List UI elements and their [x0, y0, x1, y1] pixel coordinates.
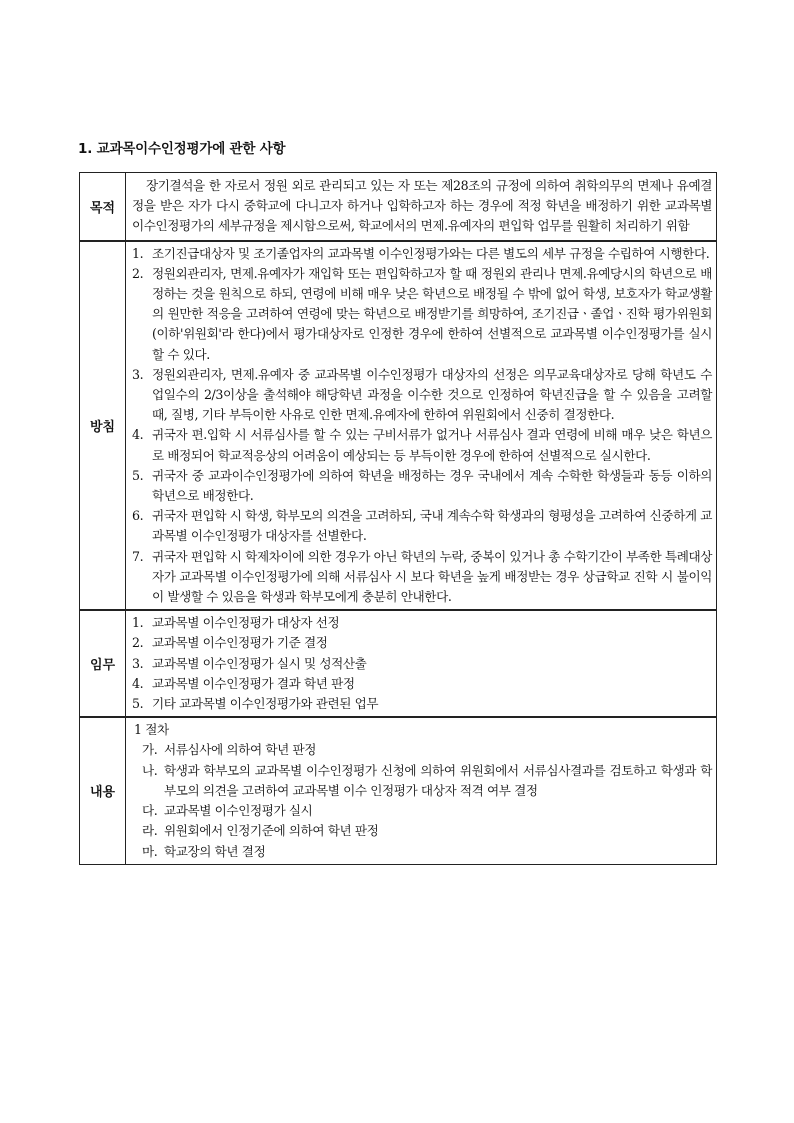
item-number: 7. [132, 548, 144, 564]
step-mark: 나. [142, 762, 158, 778]
item-text: 귀국자 편입학 시 학생, 학부모의 의견을 고려하되, 국내 계속수학 학생과의 형평성을 고려하여 신중하게 교과목별 이수인정평가 대상자를 선별한다. [152, 508, 712, 544]
regulation-table [79, 172, 717, 865]
purpose-content [126, 173, 717, 241]
list-item [132, 264, 712, 365]
list-item [132, 506, 712, 546]
list-item [132, 547, 712, 608]
step-text: 학교장의 학년 결정 [164, 843, 266, 859]
list-item [132, 244, 712, 264]
procedure-title: 1 절차 [134, 722, 169, 738]
section-heading: 1. 교과목이수인정평가에 관한 사항 [78, 141, 286, 157]
item-number: 4. [132, 427, 144, 443]
item-text: 교과목별 이수인정평가 대상자 선정 [152, 615, 340, 631]
list-item [132, 654, 712, 674]
purpose-row [80, 173, 717, 241]
item-number: 6. [132, 508, 144, 524]
content-label: 내용 [80, 717, 126, 864]
item-number: 3. [132, 366, 144, 382]
policy-row [80, 241, 717, 611]
purpose-label: 목적 [80, 173, 126, 241]
step-text: 서류심사에 의하여 학년 판정 [164, 742, 316, 758]
item-text: 교과목별 이수인정평가 실시 및 성적산출 [152, 655, 367, 671]
item-number: 3. [132, 655, 144, 671]
list-item [132, 633, 712, 653]
list-item [132, 821, 712, 841]
item-number: 2. [132, 635, 144, 651]
item-text: 기타 교과목별 이수인정평가와 관련된 업무 [152, 696, 379, 712]
item-number: 4. [132, 675, 144, 691]
item-text: 정원외관리자, 면제.유예자 중 교과목별 이수인정평가 대상자의 선정은 의무교육대상자로 당해 학년도 수업일수의 2/3이상을 출석해야 해당학년 과정을 이수한 것으로 인정하여 학년진급을 할 수 있음을 고려할 때, 질병, 기타 부득이한 사유로 인한 면제.유예자에 한하여 위원회에서 신중히 결정한다. [152, 366, 712, 423]
step-mark: 가. [142, 742, 158, 758]
duties-content [126, 610, 717, 717]
list-item [132, 365, 712, 426]
item-number: 5. [132, 467, 144, 483]
duties-row [80, 610, 717, 717]
item-number: 2. [132, 265, 144, 281]
step-mark: 라. [142, 823, 158, 839]
item-number: 1. [132, 615, 144, 631]
list-item [132, 466, 712, 506]
step-mark: 마. [142, 843, 158, 859]
list-item [132, 674, 712, 694]
policy-label: 방침 [80, 241, 126, 611]
step-text: 위원회에서 인정기준에 의하여 학년 판정 [164, 823, 379, 839]
content-row [80, 717, 717, 864]
list-item [132, 740, 712, 760]
list-item [132, 425, 712, 465]
step-text: 교과목별 이수인정평가 실시 [164, 803, 313, 819]
item-text: 교과목별 이수인정평가 결과 학년 판정 [152, 675, 355, 691]
duties-label: 임무 [80, 610, 126, 717]
step-text: 학생과 학부모의 교과목별 이수인정평가 신청에 의하여 위원회에서 서류심사결과를 검토하고 학생과 학부모의 의견을 고려하여 교과목별 이수 인정평가 대상자 적격 여부 결정 [164, 762, 712, 798]
list-item [132, 694, 712, 714]
list-item [132, 801, 712, 821]
duties-list [132, 613, 712, 714]
item-text: 귀국자 편.입학 시 서류심사를 할 수 있는 구비서류가 없거나 서류심사 결과 연령에 비해 매우 낮은 학년으로 배정되어 학교적응상의 어려움이 예상되는 등 부득이한 경우에 한하여 선별적으로 실시한다. [152, 427, 712, 463]
item-number: 1. [132, 245, 144, 261]
list-item [132, 842, 712, 862]
policy-content [126, 241, 717, 611]
content-content [126, 717, 717, 864]
item-number: 5. [132, 696, 144, 712]
item-text: 교과목별 이수인정평가 기준 결정 [152, 635, 328, 651]
list-item [132, 761, 712, 801]
policy-list [132, 244, 712, 608]
item-text: 조기진급대상자 및 조기졸업자의 교과목별 이수인정평가와는 다른 별도의 세부 규정을 수립하여 시행한다. [152, 245, 710, 261]
item-text: 정원외관리자, 면제.유예자가 재입학 또는 편입학하고자 할 때 정원외 관리나 면제.유예당시의 학년으로 배정하는 것을 원칙으로 하되, 연령에 비해 매우 낮은 학년으로 배정될 수 밖에 없어 학생, 보호자가 학교생활의 원만한 적응을 고려하여 연령에 맞는 학년으로 배정받기를 희망하여, 조기진급ㆍ졸업ㆍ진학 평가위원회(이하'위원회'라 한다)에서 평가대상자로 인정한 경우에 한하여 선별적으로 교과목별 이수인정평가를 실시할 수 있다. [152, 265, 712, 362]
item-text: 귀국자 중 교과이수인정평가에 의하여 학년을 배정하는 경우 국내에서 계속 수학한 학생들과 동등 이하의 학년으로 배정한다. [152, 467, 712, 504]
item-text: 귀국자 편입학 시 학제차이에 의한 경우가 아닌 학년의 누락, 중복이 있거나 총 수학기간이 부족한 특례대상자가 교과목별 이수인정평가에 의해 서류심사 시 보다 학년을 높게 배정받는 경우 상급학교 진학 시 불이익이 발생할 수 있음을 학생과 학부모에게 충분히 안내한다. [152, 548, 712, 605]
purpose-text: 장기결석을 한 자로서 정원 외로 관리되고 있는 자 또는 제28조의 규정에 의하여 취학의무의 면제나 유예결정을 받은 자가 다시 중학교에 다니고자 하거나 입학하고자 하는 경우에 적정 학년을 배정하기 위한 교과목별 이수인정평가의 세부규정을 제시함으로써, 학교에서의 면제.유예자의 편입학 업무를 원활히 처리하기 위함 [132, 178, 712, 234]
step-mark: 다. [142, 803, 158, 819]
procedure-steps [132, 740, 712, 861]
list-item [132, 613, 712, 633]
